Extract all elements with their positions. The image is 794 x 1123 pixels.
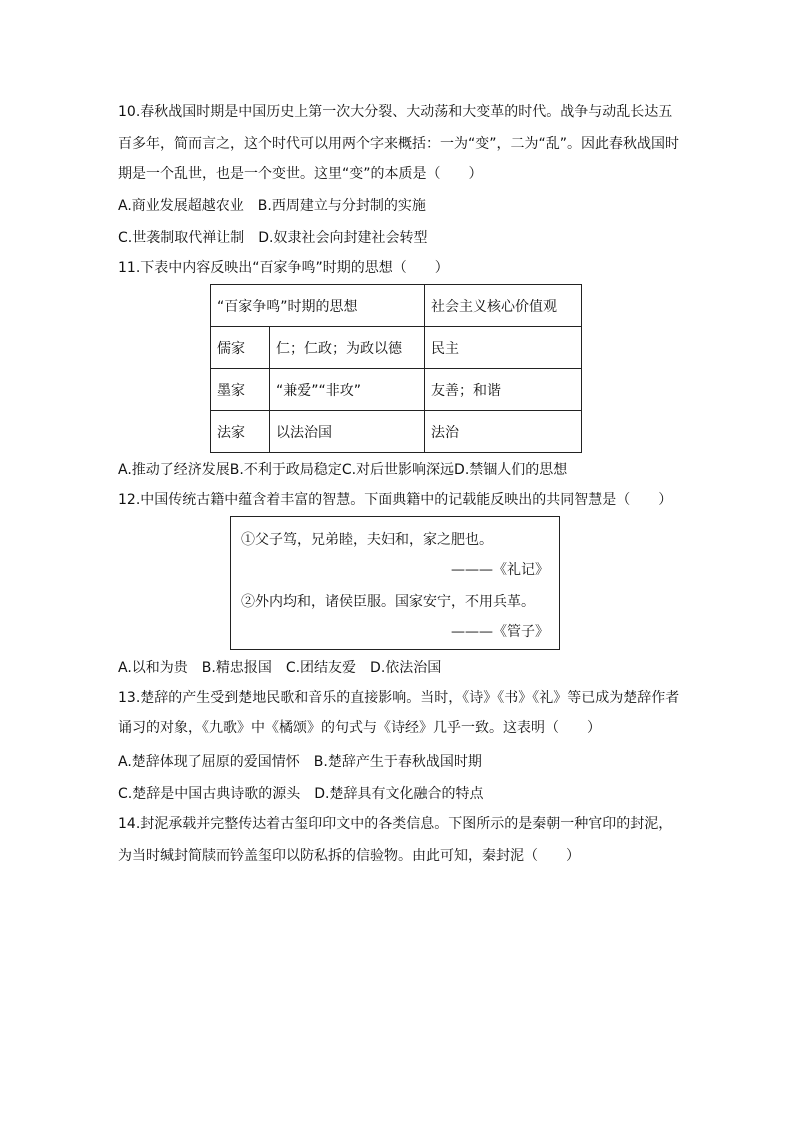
q10-options-ab: A.商业发展超越农业 B.西周建立与分封制的实施 — [118, 198, 426, 214]
q11-table — [210, 284, 582, 453]
table-cell-school: 法家 — [211, 411, 270, 453]
table-header-left: “百家争鸣”时期的思想 — [211, 285, 425, 327]
table-cell-school: 儒家 — [211, 327, 270, 369]
q13-stem-line-1: 13.楚辞的产生受到楚地民歌和音乐的直接影响。当时，《诗》《书》《礼》等已成为楚辞作者 — [118, 690, 680, 706]
quote-1-source: ———《礼记》 — [451, 562, 549, 578]
table-row — [211, 327, 582, 369]
quote-2: ②外内均和，诸侯臣服。国家安宁，不用兵革。 — [241, 594, 535, 610]
q12-options: A.以和为贵 B.精忠报国 C.团结友爱 D.依法治国 — [118, 660, 442, 676]
q10-stem-line-3: 期是一个乱世，也是一个变世。这里“变”的本质是（ ） — [118, 166, 483, 182]
table-cell-thought: 仁；仁政；为政以德 — [270, 327, 425, 369]
table-cell-school: 墨家 — [211, 369, 270, 411]
q13-options-ab: A.楚辞体现了屈原的爱国情怀 B.楚辞产生于春秋战国时期 — [118, 754, 482, 770]
q10-stem-line-1: 10.春秋战国时期是中国历史上第一次大分裂、大动荡和大变革的时代。战争与动乱长达五 — [118, 104, 673, 120]
table-cell-value: 友善；和谐 — [425, 369, 582, 411]
q12-quote-box — [230, 516, 560, 650]
q10-stem-line-2: 百多年，简而言之，这个时代可以用两个字来概括：一为“变”，二为“乱”。因此春秋战国时 — [118, 136, 680, 152]
q13-options-cd: C.楚辞是中国古典诗歌的源头 D.楚辞具有文化融合的特点 — [118, 786, 484, 802]
q13-stem-line-2: 诵习的对象，《九歌》中《橘颂》的句式与《诗经》几乎一致。这表明（ ） — [118, 720, 601, 736]
table-row — [211, 411, 582, 453]
table-header-row — [211, 285, 582, 327]
q14-stem-line-1: 14.封泥承载并完整传达着古玺印印文中的各类信息。下图所示的是秦朝一种官印的封泥， — [118, 816, 673, 832]
table-cell-value: 民主 — [425, 327, 582, 369]
table-cell-thought: “兼爱”“非攻” — [270, 369, 425, 411]
q12-stem: 12.中国传统古籍中蕴含着丰富的智慧。下面典籍中的记载能反映出的共同智慧是（ ） — [118, 492, 673, 508]
q10-options-cd: C.世袭制取代禅让制 D.奴隶社会向封建社会转型 — [118, 230, 428, 246]
quote-2-source: ———《管子》 — [451, 624, 549, 640]
q11-stem: 11.下表中内容反映出“百家争鸣”时期的思想（ ） — [118, 260, 449, 276]
table-row — [211, 369, 582, 411]
q11-options: A.推动了经济发展B.不利于政局稳定C.对后世影响深远D.禁锢人们的思想 — [118, 462, 568, 478]
table-header-right: 社会主义核心价值观 — [425, 285, 582, 327]
quote-1: ①父子笃，兄弟睦，夫妇和，家之肥也。 — [241, 532, 493, 548]
table-cell-value: 法治 — [425, 411, 582, 453]
q14-stem-line-2: 为当时缄封简牍而钤盖玺印以防私拆的信验物。由此可知，秦封泥（ ） — [118, 848, 580, 864]
table-cell-thought: 以法治国 — [270, 411, 425, 453]
